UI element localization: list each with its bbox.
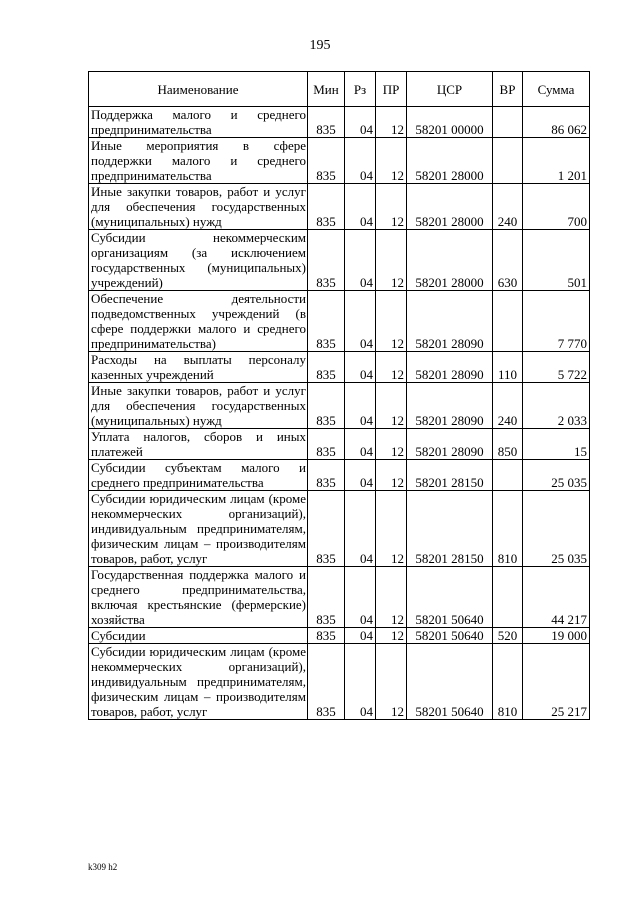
table-row (89, 184, 590, 230)
column-header-vr: ВР (493, 72, 523, 107)
row-vr: 240 (493, 184, 523, 230)
row-vr: 810 (493, 491, 523, 567)
table-row (89, 460, 590, 491)
row-rz: 04 (345, 628, 376, 644)
row-name: Иные закупки товаров, работ и услуг для обеспечения государственных (муниципальных) нужд (89, 383, 308, 429)
row-min: 835 (308, 429, 345, 460)
row-vr (493, 567, 523, 628)
column-header-rz: Рз (345, 72, 376, 107)
table-row (89, 491, 590, 567)
row-csr: 58201 50640 (407, 644, 493, 720)
page-number: 195 (309, 38, 331, 53)
row-min: 835 (308, 184, 345, 230)
row-rz: 04 (345, 567, 376, 628)
column-header-min: Мин (308, 72, 345, 107)
row-name: Субсидии (89, 628, 308, 644)
row-name: Субсидии некоммерческим организациям (за исключением государственных (муниципальных) учреждений) (89, 230, 308, 291)
row-min: 835 (308, 491, 345, 567)
table-row (89, 352, 590, 383)
column-header-name: Наименование (89, 72, 308, 107)
row-min: 835 (308, 567, 345, 628)
row-vr (493, 460, 523, 491)
row-vr (493, 291, 523, 352)
row-csr: 58201 28150 (407, 460, 493, 491)
row-rz: 04 (345, 429, 376, 460)
row-sum: 7 770 (523, 291, 590, 352)
row-name: Иные закупки товаров, работ и услуг для обеспечения государственных (муниципальных) нужд (89, 184, 308, 230)
row-min: 835 (308, 138, 345, 184)
row-sum: 700 (523, 184, 590, 230)
row-min: 835 (308, 352, 345, 383)
row-sum: 25 035 (523, 491, 590, 567)
row-sum: 25 217 (523, 644, 590, 720)
row-pr: 12 (376, 644, 407, 720)
row-csr: 58201 28090 (407, 291, 493, 352)
row-rz: 04 (345, 383, 376, 429)
row-sum: 1 201 (523, 138, 590, 184)
row-min: 835 (308, 460, 345, 491)
row-rz: 04 (345, 184, 376, 230)
table-row (89, 644, 590, 720)
row-csr: 58201 28090 (407, 352, 493, 383)
row-name: Субсидии юридическим лицам (кроме некоммерческих организаций), индивидуальным предпринимателям, физическим лицам – производителям товаров, работ, услуг (89, 644, 308, 720)
row-csr: 58201 28000 (407, 230, 493, 291)
row-min: 835 (308, 628, 345, 644)
row-vr: 850 (493, 429, 523, 460)
table-row (89, 230, 590, 291)
row-sum: 15 (523, 429, 590, 460)
column-header-csr: ЦСР (407, 72, 493, 107)
row-pr: 12 (376, 352, 407, 383)
row-csr: 58201 50640 (407, 628, 493, 644)
row-sum: 501 (523, 230, 590, 291)
row-pr: 12 (376, 138, 407, 184)
row-name: Уплата налогов, сборов и иных платежей (89, 429, 308, 460)
row-csr: 58201 28000 (407, 184, 493, 230)
row-name: Субсидии субъектам малого и среднего предпринимательства (89, 460, 308, 491)
column-header-pr: ПР (376, 72, 407, 107)
row-min: 835 (308, 291, 345, 352)
row-min: 835 (308, 383, 345, 429)
row-sum: 5 722 (523, 352, 590, 383)
row-vr: 810 (493, 644, 523, 720)
row-rz: 04 (345, 352, 376, 383)
row-sum: 25 035 (523, 460, 590, 491)
row-pr: 12 (376, 230, 407, 291)
row-pr: 12 (376, 460, 407, 491)
table-row (89, 429, 590, 460)
table-row (89, 138, 590, 184)
row-name: Государственная поддержка малого и среднего предпринимательства, включая крестьянские (фермерские) хозяйства (89, 567, 308, 628)
budget-table (88, 71, 590, 720)
row-name: Поддержка малого и среднего предпринимательства (89, 107, 308, 138)
row-name: Расходы на выплаты персоналу казенных учреждений (89, 352, 308, 383)
row-rz: 04 (345, 491, 376, 567)
row-rz: 04 (345, 291, 376, 352)
footer-code: k309 h2 (88, 862, 118, 872)
row-csr: 58201 28000 (407, 138, 493, 184)
column-header-sum: Сумма (523, 72, 590, 107)
row-sum: 44 217 (523, 567, 590, 628)
row-pr: 12 (376, 107, 407, 138)
table-body (89, 107, 590, 720)
row-name: Обеспечение деятельности подведомственных учреждений (в сфере поддержки малого и среднего предпринимательства) (89, 291, 308, 352)
table-row (89, 567, 590, 628)
row-csr: 58201 00000 (407, 107, 493, 138)
row-rz: 04 (345, 107, 376, 138)
row-csr: 58201 28090 (407, 429, 493, 460)
row-rz: 04 (345, 138, 376, 184)
table-row (89, 628, 590, 644)
row-rz: 04 (345, 644, 376, 720)
table-row (89, 291, 590, 352)
row-rz: 04 (345, 460, 376, 491)
row-min: 835 (308, 644, 345, 720)
row-pr: 12 (376, 628, 407, 644)
row-pr: 12 (376, 429, 407, 460)
row-csr: 58201 28150 (407, 491, 493, 567)
row-vr: 240 (493, 383, 523, 429)
row-pr: 12 (376, 491, 407, 567)
row-name: Субсидии юридическим лицам (кроме некоммерческих организаций), индивидуальным предпринимателям, физическим лицам – производителям товаров, работ, услуг (89, 491, 308, 567)
row-csr: 58201 28090 (407, 383, 493, 429)
row-pr: 12 (376, 383, 407, 429)
row-vr: 110 (493, 352, 523, 383)
row-vr (493, 107, 523, 138)
header-row (89, 72, 590, 107)
row-sum: 19 000 (523, 628, 590, 644)
row-min: 835 (308, 107, 345, 138)
row-name: Иные мероприятия в сфере поддержки малого и среднего предпринимательства (89, 138, 308, 184)
row-vr: 630 (493, 230, 523, 291)
row-pr: 12 (376, 184, 407, 230)
table-header (89, 72, 590, 107)
row-csr: 58201 50640 (407, 567, 493, 628)
row-pr: 12 (376, 291, 407, 352)
row-rz: 04 (345, 230, 376, 291)
row-vr: 520 (493, 628, 523, 644)
row-sum: 86 062 (523, 107, 590, 138)
row-sum: 2 033 (523, 383, 590, 429)
row-min: 835 (308, 230, 345, 291)
table-row (89, 107, 590, 138)
row-pr: 12 (376, 567, 407, 628)
table-row (89, 383, 590, 429)
row-vr (493, 138, 523, 184)
